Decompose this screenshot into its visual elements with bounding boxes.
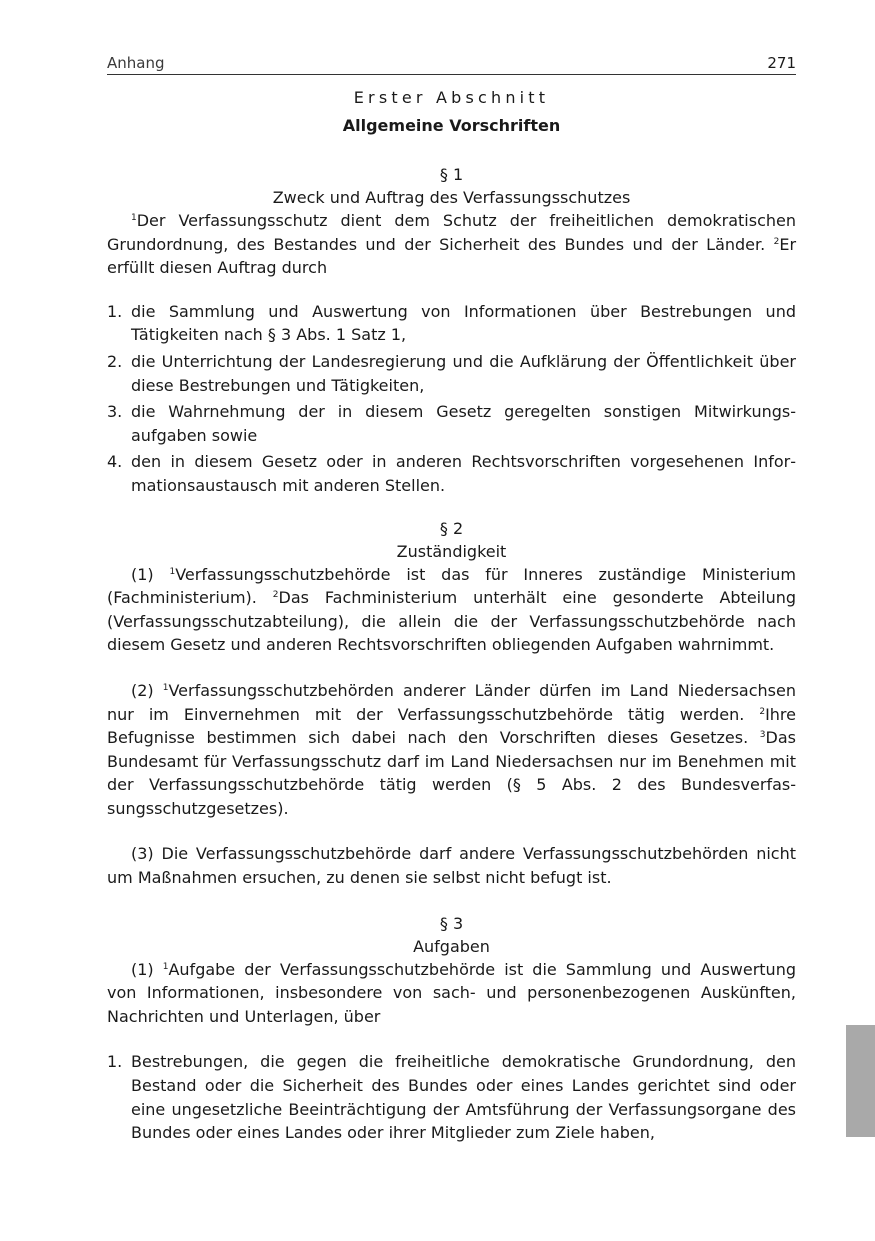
subsection-text: (1) $^1$Aufgabe der Verfassungsschutzbehörde ist die Sammlung und Auswertung von Informationen, insbesondere von sach- und personenbezogenen Auskünften, Nachrichten und Unterlagen, über — [107, 959, 796, 1026]
list-item: 1. die Sammlung und Auswertung von Informationen über Bestrebungen und Tätigkeiten nach § 3 Abs. 1 Satz 1, — [107, 301, 796, 345]
list-item: 2. die Unterrichtung der Landesregierung und die Aufklärung der Öffentlichkeit über diese Bestrebungen und Tätigkeiten, — [107, 351, 796, 395]
chapter-title: Allgemeine Vorschriften — [342, 116, 561, 135]
paragraph-title: Aufgaben — [413, 936, 490, 956]
paragraph-title: Zuständigkeit — [396, 541, 507, 561]
subsection-text: (2) $^1$Verfassungsschutzbehörden anderer Länder dürfen im Land Niedersachsen nur im Einvernehmen mit der Verfassungsschutzbehörde tätig werden. $^2$Ihre Befugnisse bestimmen sich dabei nach den Vorschriften dieses Gesetzes. $^3$Das Bundesamt für Verfassungsschutz darf im Land Niedersachsen nur im Benehmen mit der Verfassungsschutzbehörde tätig werden (§ 5 Abs. 2 des Bundesverfassungsschutzgesetzes). — [107, 680, 796, 818]
enumeration-list — [107, 1050, 796, 1144]
enumeration-list — [107, 300, 796, 498]
paragraph-number: § 3 — [439, 913, 464, 933]
list-item: 3. die Wahrnehmung der in diesem Gesetz geregelten sonstigen Mitwirkungsaufgaben sowie — [107, 402, 796, 445]
list-item: 4. den in diesem Gesetz oder in anderen Rechtsvorschriften vorgesehenen Informationsaustausch mit anderen Stellen. — [107, 452, 796, 495]
subsection-text: (1) $^1$Verfassungsschutzbehörde ist das für Inneres zuständige Ministerium (Fachministerium). $^2$Das Fachministerium unterhält eine gesonderte Abteilung (Verfassungsschutzabteilung), die allein die der Verfassungsschutzbehörde nach diesem Gesetz und anderen Rechtsvorschriften obliegenden Aufgaben wahrnimmt. — [107, 564, 796, 655]
subsection-text: (3) Die Verfassungsschutzbehörde darf andere Verfassungsschutzbehörden nicht um Maßnahmen ersuchen, zu denen sie selbst nicht befugt ist. — [107, 844, 796, 888]
chapter-thumb-tab — [846, 1025, 875, 1137]
paragraph-text: $^1$Der Verfassungsschutz dient dem Schutz der freiheitlichen demokratischen Grundordnung, des Bestandes und der Sicherheit des Bundes und der Länder. $^2$Er erfüllt diesen Auftrag durch — [107, 211, 797, 278]
paragraph-title: Zweck und Auftrag des Verfassungsschutzes — [272, 188, 631, 207]
document-page — [107, 50, 796, 1148]
paragraph-number: § 2 — [439, 518, 464, 538]
list-item: 1. Bestrebungen, die gegen die freiheitliche demokratische Grundordnung, den Bestand oder die Sicherheit des Bundes oder eines Landes gerichtet sind oder eine ungesetzliche Beeinträchtigung der Amtsführung der Verfassungsorgane des Bundes oder eines Landes oder ihrer Mitglieder zum Ziele haben, — [107, 1052, 796, 1143]
page-number: 271 — [767, 54, 796, 72]
running-header — [107, 50, 796, 75]
section-name: Anhang — [107, 54, 165, 72]
paragraph-number: § 1 — [439, 165, 464, 184]
chapter-label: Erster Abschnitt — [353, 88, 550, 107]
